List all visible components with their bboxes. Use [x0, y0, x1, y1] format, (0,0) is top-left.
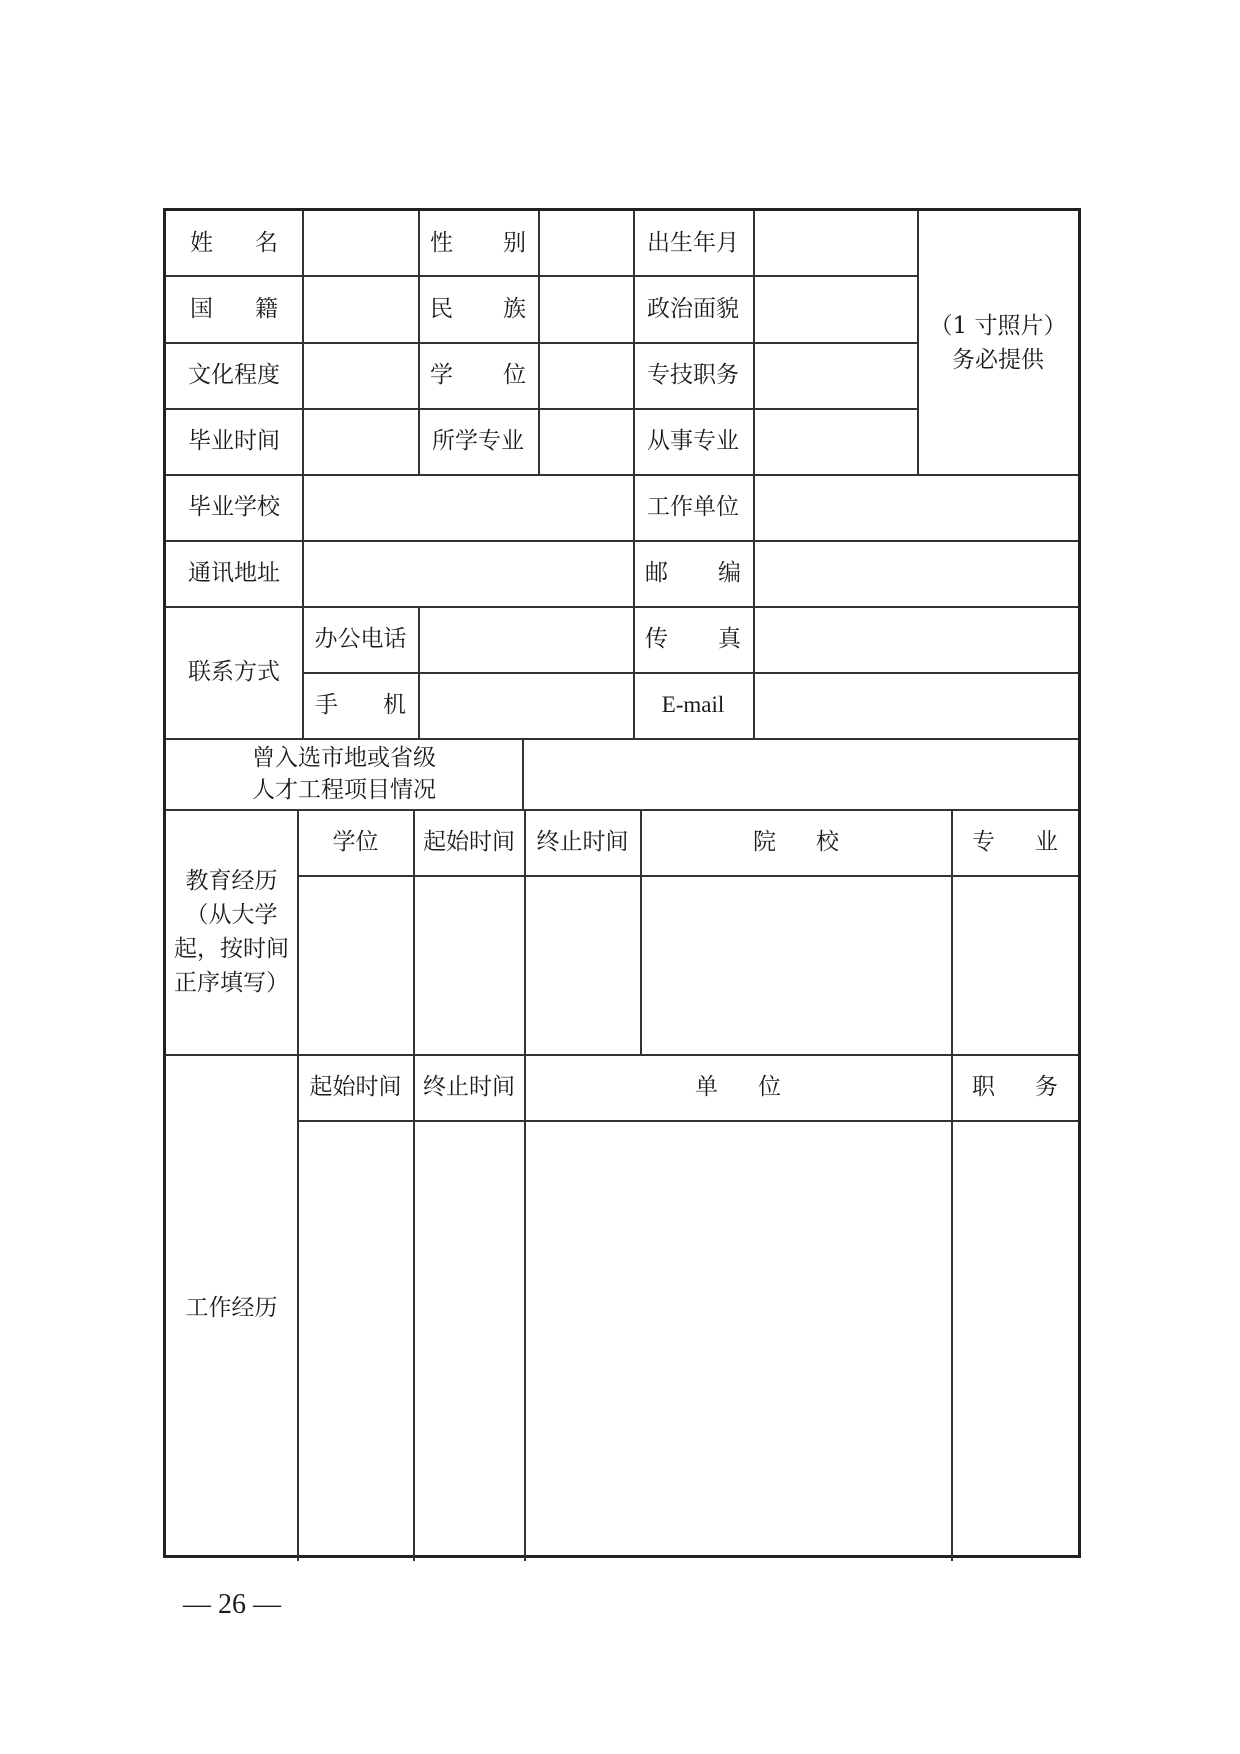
label-degree: 学 位	[430, 362, 526, 388]
label-address: 通讯地址	[188, 560, 280, 586]
label-school: 毕业学校	[188, 494, 280, 520]
label-postcode: 邮 编	[645, 560, 741, 586]
col-line	[538, 211, 540, 474]
label-fax: 传 真	[645, 626, 741, 652]
col-line	[951, 809, 953, 1561]
photo-placeholder: （1 寸照片） 务必提供	[929, 312, 1067, 373]
row-line	[298, 875, 1078, 877]
label-office-phone: 办公电话	[314, 626, 407, 652]
edu-col-school: 院 校	[753, 829, 839, 855]
label-major: 所学专业	[432, 428, 524, 454]
label-work-major: 从事专业	[647, 428, 739, 454]
col-line	[418, 606, 420, 738]
label-email: E-mail	[661, 692, 725, 717]
label-title: 专技职务	[647, 362, 739, 388]
label-work-history: 工作经历	[185, 1294, 278, 1321]
label-political: 政治面貌	[647, 295, 739, 322]
label-employer: 工作单位	[647, 494, 739, 520]
work-col-unit: 单 位	[695, 1074, 781, 1100]
label-mobile: 手 机	[315, 692, 406, 718]
edu-col-end: 终止时间	[536, 829, 629, 855]
work-col-start: 起始时间	[309, 1074, 402, 1100]
col-line	[413, 809, 415, 1561]
row-line	[298, 1120, 1078, 1122]
registration-form-grid	[163, 208, 1081, 1558]
label-grad-time: 毕业时间	[188, 428, 280, 454]
edu-col-major: 专 业	[972, 829, 1058, 855]
label-name: 姓 名	[190, 230, 278, 256]
label-contact: 联系方式	[188, 659, 280, 685]
label-birth: 出生年月	[647, 230, 739, 256]
work-col-position: 职 务	[972, 1074, 1058, 1100]
label-talent-project: 曾入选市地或省级 人才工程项目情况	[252, 744, 436, 803]
col-line	[524, 809, 526, 1561]
label-ethnicity: 民 族	[430, 295, 526, 322]
col-line	[297, 809, 299, 1561]
edu-col-start: 起始时间	[423, 829, 515, 855]
edu-col-degree: 学位	[332, 829, 379, 855]
page-number: — 26 —	[183, 1589, 281, 1620]
col-line	[753, 211, 755, 738]
work-col-end: 终止时间	[423, 1074, 515, 1100]
label-education-history: 教育经历 （从大学 起，按时间 正序填写）	[174, 867, 289, 996]
col-line	[522, 738, 524, 809]
label-nationality: 国 籍	[190, 295, 278, 322]
label-education-level: 文化程度	[188, 362, 280, 388]
label-gender: 性 别	[430, 230, 526, 256]
